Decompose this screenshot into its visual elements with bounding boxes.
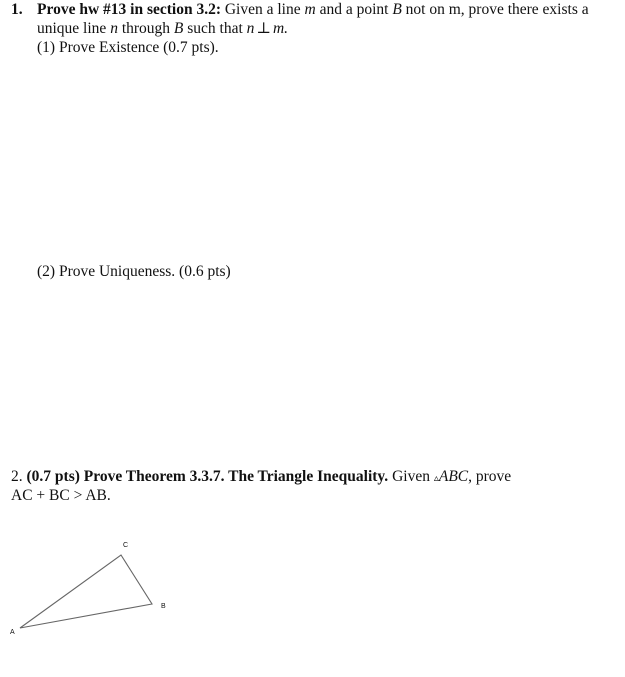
problem1-line2: unique line n through B such that n ⊥ m. [37, 20, 289, 37]
problem2-line2: AC + BC > AB. [11, 487, 111, 504]
triangle-symbol: ▵ [433, 473, 439, 484]
problem2-number: 2. [11, 468, 23, 485]
vertex-label-a: A [10, 629, 15, 636]
problem1-number: 1. [11, 1, 23, 18]
perpendicular-expression: n ⊥ m. [246, 20, 289, 37]
triangle-figure [0, 530, 200, 650]
triangle-name: ABC [438, 468, 469, 485]
problem1-part2: (2) Prove Uniqueness. (0.6 pts) [37, 263, 231, 280]
problem2-line1: 2. (0.7 pts) Prove Theorem 3.3.7. The Triangle Inequality. Given ▵ABC, prove [11, 468, 512, 485]
triangle-abc [20, 555, 152, 628]
problem2-title: (0.7 pts) Prove Theorem 3.3.7. The Triangle Inequality. [26, 468, 389, 485]
vertex-label-b: B [161, 603, 166, 610]
perpendicular-symbol: ⊥ [256, 20, 271, 37]
problem1-statement: Prove hw #13 in section 3.2: Given a line m and a point B not on m, prove there exists a [37, 1, 589, 18]
problem1-title: Prove hw #13 in section 3.2: [37, 1, 221, 18]
vertex-label-c: C [123, 542, 129, 549]
problem1-part1: (1) Prove Existence (0.7 pts). [37, 39, 219, 56]
